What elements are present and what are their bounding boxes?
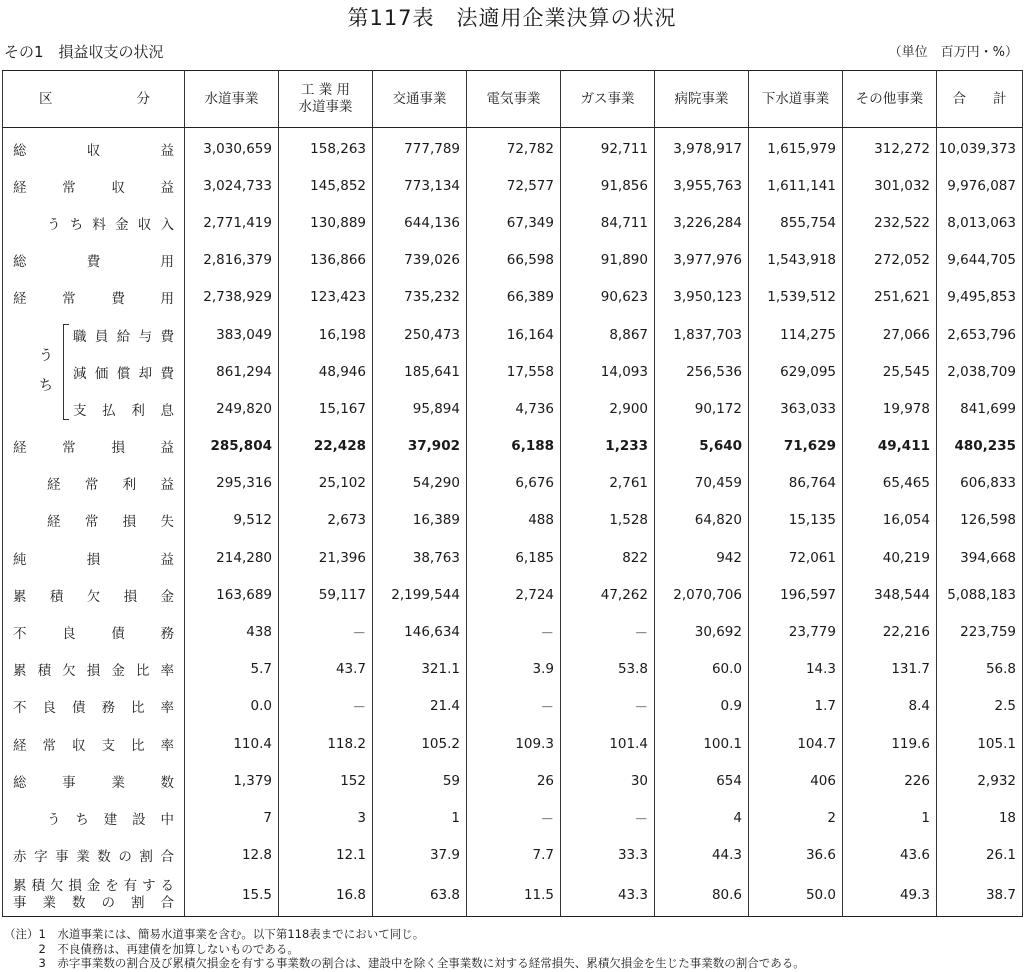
table-cell: 9,495,853 [937, 279, 1023, 316]
table-row [3, 465, 1023, 502]
table-cell: 109.3 [467, 725, 561, 762]
table-cell: 295,316 [185, 465, 279, 502]
row-label-text: 経 常 損 益 [13, 440, 174, 457]
table-cell: 3,978,917 [655, 128, 749, 168]
table-cell: 5,640 [655, 428, 749, 465]
table-cell: 1 [843, 799, 937, 836]
table-row [3, 128, 1023, 168]
table-row [3, 279, 1023, 316]
row-label-text: う ち 建 設 中 [47, 811, 174, 828]
table-cell: 70,459 [655, 465, 749, 502]
table-cell: 196,597 [749, 576, 843, 613]
table-cell: 105.1 [937, 725, 1023, 762]
table-cell: 1,539,512 [749, 279, 843, 316]
table-cell: 406 [749, 762, 843, 799]
table-cell: 33.3 [561, 837, 655, 874]
table-cell: － [467, 799, 561, 836]
row-label-text: 累 積 欠 損 金 比 率 [13, 663, 174, 680]
table-cell: 3 [279, 799, 373, 836]
table-cell: － [561, 613, 655, 650]
table-row [3, 242, 1023, 279]
table-cell: 644,136 [373, 204, 467, 241]
table-cell: 3,226,284 [655, 204, 749, 241]
table-cell: 1.7 [749, 688, 843, 725]
table-cell: 30 [561, 762, 655, 799]
table-row [3, 613, 1023, 650]
table-cell: 841,699 [937, 390, 1023, 427]
table-cell: 15,135 [749, 502, 843, 539]
table-cell: 92,711 [561, 128, 655, 168]
table-cell: 1,615,979 [749, 128, 843, 168]
row-label-text: 総 収 益 [13, 142, 174, 159]
table-cell: 49,411 [843, 428, 937, 465]
table-cell: － [279, 688, 373, 725]
row-label [3, 688, 185, 725]
table-cell: 3,955,763 [655, 167, 749, 204]
table-cell: 163,689 [185, 576, 279, 613]
table-cell: 15,167 [279, 390, 373, 427]
table-cell: 1,528 [561, 502, 655, 539]
table-cell: 91,856 [561, 167, 655, 204]
table-cell: 2,761 [561, 465, 655, 502]
table-cell: 301,032 [843, 167, 937, 204]
table-cell: 348,544 [843, 576, 937, 613]
table-cell: 5,088,183 [937, 576, 1023, 613]
row-label-text: 経 常 費 用 [13, 291, 174, 308]
row-label-text: 支 払 利 息 [73, 402, 174, 419]
row-label-text: 総 費 用 [13, 254, 174, 271]
header-column: ガス事業 [561, 71, 655, 128]
table-cell: 19,978 [843, 390, 937, 427]
table-cell: 0.0 [185, 688, 279, 725]
table-cell: 942 [655, 539, 749, 576]
table-cell: 49.3 [843, 874, 937, 917]
brace-line [63, 324, 69, 353]
table-cell: 1,837,703 [655, 316, 749, 353]
table-cell: 321.1 [373, 651, 467, 688]
table-cell: 9,644,705 [937, 242, 1023, 279]
row-label [3, 465, 185, 502]
table-cell: 2,070,706 [655, 576, 749, 613]
table-cell: 14.3 [749, 651, 843, 688]
table-row [3, 316, 1023, 353]
row-label-text: 総 事 業 数 [13, 774, 174, 791]
row-label [3, 725, 185, 762]
table-cell: 64,820 [655, 502, 749, 539]
table-cell: 130,889 [279, 204, 373, 241]
table-cell: 18 [937, 799, 1023, 836]
table-cell: 363,033 [749, 390, 843, 427]
table-cell: 12.1 [279, 837, 373, 874]
header-column: その他事業 [843, 71, 937, 128]
table-cell: 2,653,796 [937, 316, 1023, 353]
table-cell: 21.4 [373, 688, 467, 725]
table-cell: 22,428 [279, 428, 373, 465]
table-cell: 60.0 [655, 651, 749, 688]
table-cell: 72,061 [749, 539, 843, 576]
row-label [3, 204, 185, 241]
table-cell: 65,465 [843, 465, 937, 502]
table-row [3, 688, 1023, 725]
row-label [3, 874, 185, 917]
table-cell: 606,833 [937, 465, 1023, 502]
row-label [3, 613, 185, 650]
table-cell: 110.4 [185, 725, 279, 762]
table-cell: 100.1 [655, 725, 749, 762]
table-row [3, 725, 1023, 762]
table-cell: 773,134 [373, 167, 467, 204]
table-cell: 95,894 [373, 390, 467, 427]
unit-label: （単位 百万円・%） [888, 45, 1018, 60]
table-row [3, 428, 1023, 465]
table-cell: － [561, 688, 655, 725]
table-cell: 114,275 [749, 316, 843, 353]
table-cell: － [467, 688, 561, 725]
table-row [3, 651, 1023, 688]
table-cell: 84,711 [561, 204, 655, 241]
row-label-text: 不 良 債 務 比 率 [13, 700, 174, 717]
header-category-bun: 分 [136, 90, 150, 107]
table-cell: 38.7 [937, 874, 1023, 917]
footnote: （注）1 水道事業には、簡易水道事業を含む。以下第118表までにおいて同じ。 [4, 927, 425, 941]
table-cell: 8.4 [843, 688, 937, 725]
table-cell: 43.7 [279, 651, 373, 688]
table-cell: 15.5 [185, 874, 279, 917]
table-cell: 158,263 [279, 128, 373, 168]
table-cell: 72,577 [467, 167, 561, 204]
header-column: 電気事業 [467, 71, 561, 128]
table-cell: 118.2 [279, 725, 373, 762]
table-cell: 285,804 [185, 428, 279, 465]
table-cell: 6,188 [467, 428, 561, 465]
table-cell: 6,185 [467, 539, 561, 576]
row-label-text: 経 常 損 失 [47, 514, 174, 531]
table-cell: 1,611,141 [749, 167, 843, 204]
table-row [3, 874, 1023, 917]
table-cell: 3,024,733 [185, 167, 279, 204]
row-label-text: 経 常 収 支 比 率 [13, 737, 174, 754]
table-cell: 8,013,063 [937, 204, 1023, 241]
table-cell: 59,117 [279, 576, 373, 613]
table-cell: 4,736 [467, 390, 561, 427]
table-cell: 2,038,709 [937, 353, 1023, 390]
table-cell: 101.4 [561, 725, 655, 762]
row-label [3, 539, 185, 576]
table-cell: － [561, 799, 655, 836]
row-label [3, 242, 185, 279]
table-cell: 25,545 [843, 353, 937, 390]
table-cell: 256,536 [655, 353, 749, 390]
table-cell: 480,235 [937, 428, 1023, 465]
table-cell: 126,598 [937, 502, 1023, 539]
row-label-text: 累 積 欠 損 金 [13, 588, 174, 605]
table-cell: 72,782 [467, 128, 561, 168]
row-label [3, 651, 185, 688]
table-cell: 16,054 [843, 502, 937, 539]
table-cell: 67,349 [467, 204, 561, 241]
row-label [3, 279, 185, 316]
row-label [3, 167, 185, 204]
table-cell: 80.6 [655, 874, 749, 917]
table-cell: 50.0 [749, 874, 843, 917]
table-cell: 71,629 [749, 428, 843, 465]
table-cell: 1,543,918 [749, 242, 843, 279]
table-body [3, 128, 1023, 917]
table-cell: 104.7 [749, 725, 843, 762]
table-row [3, 762, 1023, 799]
table-cell: 27,066 [843, 316, 937, 353]
page-title: 第117表 法適用企業決算の状況 [347, 6, 677, 30]
row-label-text: 赤 字 事 業 数 の 割 合 [13, 849, 174, 866]
table-cell: 488 [467, 502, 561, 539]
row-label-text: 経 常 利 益 [47, 477, 174, 494]
row-label [3, 316, 185, 353]
table-cell: 8,867 [561, 316, 655, 353]
table-cell: 37.9 [373, 837, 467, 874]
table-cell: 2,724 [467, 576, 561, 613]
row-label [3, 348, 185, 395]
row-label-text: う ち 料 金 収 入 [47, 216, 174, 233]
table-cell: 0.9 [655, 688, 749, 725]
table-cell: 654 [655, 762, 749, 799]
table-row [3, 353, 1023, 390]
brace-line [63, 353, 69, 390]
table-cell: 2 [749, 799, 843, 836]
table-cell: 383,049 [185, 316, 279, 353]
header-column: 病院事業 [655, 71, 749, 128]
table-cell: 4 [655, 799, 749, 836]
header-row [3, 71, 1023, 128]
table-cell: 2,932 [937, 762, 1023, 799]
table-cell: 63.8 [373, 874, 467, 917]
table-cell: 14,093 [561, 353, 655, 390]
table-row [3, 390, 1023, 427]
table-cell: 232,522 [843, 204, 937, 241]
table-cell: 123,423 [279, 279, 373, 316]
table-cell: 21,396 [279, 539, 373, 576]
row-label-text: 減 価 償 却 費 [73, 365, 174, 382]
table-row [3, 167, 1023, 204]
table-cell: 66,598 [467, 242, 561, 279]
table-cell: 394,668 [937, 539, 1023, 576]
table-row [3, 799, 1023, 836]
table-row [3, 576, 1023, 613]
header-column: 下水道事業 [749, 71, 843, 128]
row-label [3, 502, 185, 539]
table-cell: 26.1 [937, 837, 1023, 874]
table-cell: 3.9 [467, 651, 561, 688]
table-cell: 53.8 [561, 651, 655, 688]
table-cell: 86,764 [749, 465, 843, 502]
table-cell: 249,820 [185, 390, 279, 427]
table-cell: 3,950,123 [655, 279, 749, 316]
table-cell: 2,816,379 [185, 242, 279, 279]
footnote: 2 不良債務は、再建債を加算しないものである。 [4, 941, 299, 956]
table-cell: 251,621 [843, 279, 937, 316]
table-cell: 47,262 [561, 576, 655, 613]
row-label [3, 762, 185, 799]
table-cell: 861,294 [185, 353, 279, 390]
table-cell: 17,558 [467, 353, 561, 390]
table-cell: 629,095 [749, 353, 843, 390]
table-cell: 312,272 [843, 128, 937, 168]
table-cell: 152 [279, 762, 373, 799]
table-cell: － [279, 613, 373, 650]
table-cell: 223,759 [937, 613, 1023, 650]
table-cell: 777,789 [373, 128, 467, 168]
table-cell: 3,030,659 [185, 128, 279, 168]
table-cell: 438 [185, 613, 279, 650]
row-label-text: 経 常 収 益 [13, 179, 174, 196]
table-cell: 11.5 [467, 874, 561, 917]
uchi-bracket-label: う ち [39, 348, 53, 395]
table-cell: 1 [373, 799, 467, 836]
table-cell: － [467, 613, 561, 650]
table-cell: 56.8 [937, 651, 1023, 688]
table-cell: 66,389 [467, 279, 561, 316]
table-cell: 16,389 [373, 502, 467, 539]
row-label [3, 390, 185, 427]
table-cell: 59 [373, 762, 467, 799]
settlement-table [2, 70, 1023, 917]
table-cell: 214,280 [185, 539, 279, 576]
table-cell: 3,977,976 [655, 242, 749, 279]
table-cell: 226 [843, 762, 937, 799]
table-cell: 30,692 [655, 613, 749, 650]
table-cell: 5.7 [185, 651, 279, 688]
row-label-text: 職 員 給 与 費 [73, 328, 174, 345]
table-cell: 2.5 [937, 688, 1023, 725]
header-column: 交通事業 [373, 71, 467, 128]
table-cell: 105.2 [373, 725, 467, 762]
table-cell: 1,233 [561, 428, 655, 465]
table-cell: 7.7 [467, 837, 561, 874]
table-cell: 7 [185, 799, 279, 836]
header-column: 合 計 [937, 71, 1023, 128]
table-cell: 272,052 [843, 242, 937, 279]
table-cell: 36.6 [749, 837, 843, 874]
table-cell: 136,866 [279, 242, 373, 279]
table-cell: 9,512 [185, 502, 279, 539]
table-cell: 2,900 [561, 390, 655, 427]
row-label [3, 428, 185, 465]
table-cell: 37,902 [373, 428, 467, 465]
brace-line [63, 390, 69, 419]
table-cell: 131.7 [843, 651, 937, 688]
header-category [3, 71, 185, 128]
table-cell: 735,232 [373, 279, 467, 316]
footnotes [4, 927, 805, 971]
table-cell: 6,676 [467, 465, 561, 502]
row-label-text: 不 良 債 務 [13, 626, 174, 643]
table-cell: 739,026 [373, 242, 467, 279]
table-cell: 16.8 [279, 874, 373, 917]
table-row [3, 502, 1023, 539]
table-cell: 10,039,373 [937, 128, 1023, 168]
row-label-text: 累 積 欠 損 金 を 有 す る 事 業 数 の 割 合 [13, 877, 174, 911]
row-label [3, 837, 185, 874]
table-cell: 54,290 [373, 465, 467, 502]
table-cell: 90,172 [655, 390, 749, 427]
table-cell: 38,763 [373, 539, 467, 576]
table-cell: 822 [561, 539, 655, 576]
table-cell: 43.6 [843, 837, 937, 874]
table-cell: 44.3 [655, 837, 749, 874]
table-cell: 12.8 [185, 837, 279, 874]
table-cell: 185,641 [373, 353, 467, 390]
table-cell: 16,164 [467, 316, 561, 353]
header-category-ku: 区 [39, 90, 53, 107]
table-cell: 25,102 [279, 465, 373, 502]
table-cell: 2,673 [279, 502, 373, 539]
row-label [3, 799, 185, 836]
table-cell: 16,198 [279, 316, 373, 353]
table-row [3, 837, 1023, 874]
row-label [3, 128, 185, 168]
header-column: 工 業 用 水道事業 [279, 71, 373, 128]
table-cell: 91,890 [561, 242, 655, 279]
table-cell: 2,199,544 [373, 576, 467, 613]
table-row [3, 539, 1023, 576]
footnote: 3 赤字事業数の割合及び累積欠損金を有する事業数の割合は、建設中を除く全事業数に対する経常損失、累積欠損金を生じた事業数の割合である。 [4, 956, 805, 970]
table-cell: 22,216 [843, 613, 937, 650]
table-cell: 48,946 [279, 353, 373, 390]
table-row [3, 204, 1023, 241]
table-cell: 9,976,087 [937, 167, 1023, 204]
table-cell: 855,754 [749, 204, 843, 241]
table-cell: 1,379 [185, 762, 279, 799]
table-cell: 2,738,929 [185, 279, 279, 316]
table-cell: 40,219 [843, 539, 937, 576]
table-cell: 23,779 [749, 613, 843, 650]
table-cell: 2,771,419 [185, 204, 279, 241]
header-column: 水道事業 [185, 71, 279, 128]
table-cell: 90,623 [561, 279, 655, 316]
row-label-text: 純 損 益 [13, 551, 174, 568]
table-cell: 145,852 [279, 167, 373, 204]
table-cell: 250,473 [373, 316, 467, 353]
table-cell: 43.3 [561, 874, 655, 917]
table-subtitle: その1 損益収支の状況 [4, 43, 164, 61]
table-cell: 26 [467, 762, 561, 799]
table-cell: 119.6 [843, 725, 937, 762]
table-cell: 146,634 [373, 613, 467, 650]
row-label [3, 576, 185, 613]
